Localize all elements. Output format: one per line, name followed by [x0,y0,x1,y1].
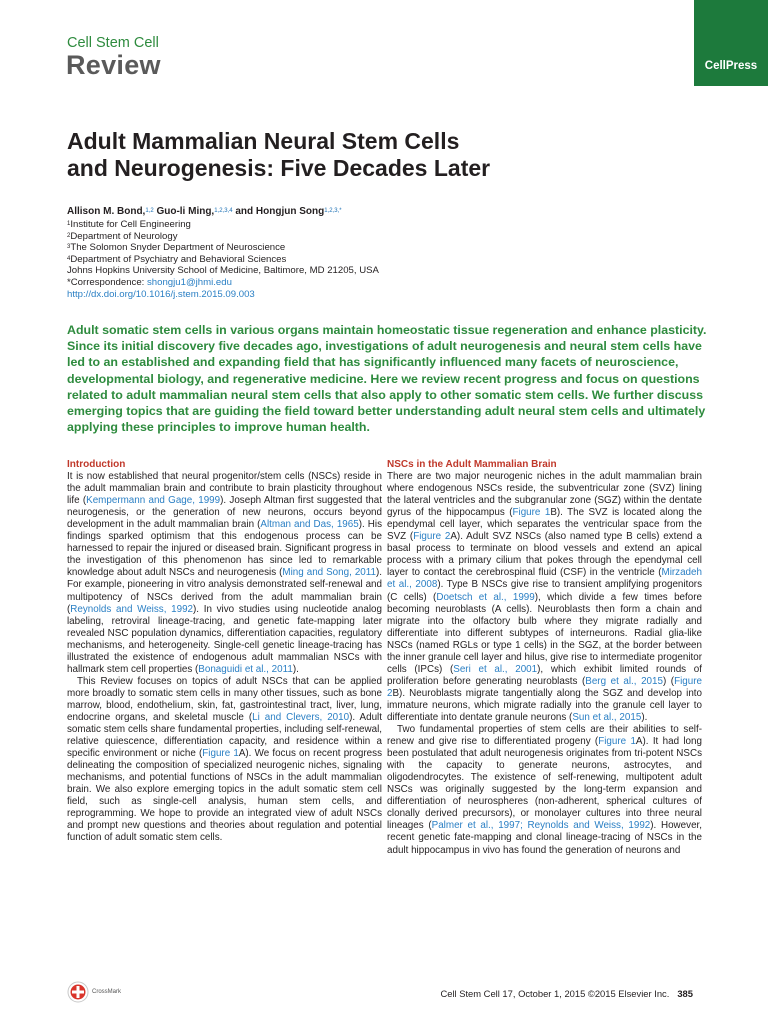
citation-link[interactable]: Figure 2 [387,675,702,699]
body-paragraph [67,676,382,845]
affiliation-line: $^3$The Solomon Snyder Department of Neuroscience [67,242,286,254]
email-link[interactable]: shongju1@jhmi.edu [147,276,232,288]
abstract: Adult somatic stem cells in various organs maintain homeostatic tissue regeneration and enhance plasticity. Since its initial discovery five decades ago, investigations of adult neurogenesis and neural stem cells have led to an established and expanding field that has significantly influenced many facets of neuroscience, developmental biology, and regenerative medicine. Here we review recent progress and focus on questions related to adult mammalian neural stem cells that also apply to other somatic stem cells. We further discuss emerging topics that are guiding the field toward better understanding adult neural stem cells and ultimately applying these principles to improve human health. [67,323,707,435]
body-text: ). His findings sparked optimism that this endogenous process can be harnessed to repair the injured or diseased brain. Significant progress in the investigation of this phenomenon has since led to remarkable knowledge about adult NSCs and neurogenesis ( [67,519,382,579]
title-line-1: Adult Mammalian Neural Stem Cells [67,128,460,154]
article-title [67,128,667,182]
citation-link[interactable]: Reynolds and Weiss, 1992 [70,603,194,615]
citation-link[interactable]: Sun et al., 2015 [572,711,642,723]
body-text: B). Neuroblasts migrate tangentially along the SGZ and develop into immature neurons, which migrate radially into the granule cell layer to differentiate into dentate granule neurons ( [387,687,702,723]
publisher-label: CellPress [704,60,758,72]
crossmark-icon[interactable] [67,981,89,1003]
author-affiliation-marker: 1,2,3,* [324,208,342,214]
section-heading-introduction: Introduction [67,459,126,470]
affiliations [67,219,379,300]
body-text: ). For example, pioneering in vitro analysis demonstrated self-renewal and multipotency of NSCs derived from the adult mammalian brain ( [67,567,382,615]
citation-link[interactable]: Doetsch et al., 1999 [436,591,535,603]
citation-link[interactable]: Seri et al., 2001 [453,663,538,675]
citation-link[interactable]: Figure 1 [202,748,239,760]
citation-link[interactable]: Figure 2 [413,531,451,543]
body-text: B). The SVZ is located along the ependymal cell layer, which separates the ventricular space from the SVZ ( [387,507,702,543]
body-text: A). We focus on recent progress delineating the composition of specialized neurogenic niches, signaling mechanisms, and potential functions of NSCs in the adult mammalian brain. We also explore emerging topics in the adult somatic stem cell field, such as single-cell analysis, human stem cells, and reprogramming. We hope to provide an integrated view of adult NSCs and prompt new questions and theories about regulation and potential function of adult somatic stem cells. [67,748,382,844]
author-list [67,205,342,219]
left-column [67,459,382,845]
body-text: A). Adult SVZ NSCs (also named type B cells) extend a basal process to terminate on blood vessels and extend an apical process with a primary cilium that pokes through the ependymal cell layer to contact the cerebrospinal fluid (CSF) in the ventricle ( [387,531,702,579]
body-text: There are two major neurogenic niches in the adult mammalian brain where endogenous NSCs reside, the subventricular zone (SVZ) lining the lateral ventricles and the subgranular zone (SGZ) within the dentate gyrus of the hippocampus ( [387,471,702,519]
body-paragraph [387,724,702,857]
citation-link[interactable]: Mirzadeh et al., 2008 [387,567,702,591]
body-text: ), which divide a few times before becoming neuroblasts (A cells). Neuroblasts then form a chain and migrate into the olfactory bulb where they migrate radially and differentiate into different subtypes of interneurons. Radial glia-like NSCs (named RGLs or type 1 cells) in the SGZ, at the border between the inner granule cell layer and hilus, give rise to intermediate progenitor cells (IPCs) ( [387,591,702,675]
author-affiliation-marker: 1,2 [145,208,154,214]
citation-link[interactable]: Kempermann and Gage, 1999 [86,495,221,507]
body-paragraph [387,471,702,724]
affiliation-line: $^2$Department of Neurology [67,230,178,242]
citation-link[interactable]: Berg et al., 2015 [585,675,663,687]
journal-name: Cell Stem Cell [67,35,159,51]
body-text: ). [292,663,299,675]
body-text: ) ( [662,675,675,687]
right-column [387,459,702,857]
section-heading-nscs: NSCs in the Adult Mammalian Brain [387,459,557,470]
body-text: This Review focuses on topics of adult NSCs that can be applied more broadly to somatic stem cells in many other tissues, such as bone marrow, blood, endothelium, skin, fat, gastrointestinal tract, liver, lung, endocrine organs, and skeletal muscle ( [67,675,382,723]
body-text: ). Joseph Altman first suggested that neurogenesis, or the generation of new neurons, occurs beyond development in the adult mammalian brain ( [67,495,382,531]
body-text: It is now established that neural progenitor/stem cells (NSCs) reside in the adult mammalian brain and contribute to brain plasticity throughout life ( [67,471,382,507]
body-paragraph [67,471,382,676]
body-text: ). Adult somatic stem cells share fundamental properties, including self-renewal, relative quiescence, differentiation capacity, and residence within a specific environment or niche ( [67,711,382,760]
citation-link[interactable]: Palmer et al., 1997; Reynolds and Weiss, 1992 [431,820,651,832]
citation-link[interactable]: Ming and Song, 2011 [282,567,376,579]
institution-address: Johns Hopkins University School of Medicine, Baltimore, MD 21205, USA [67,265,379,277]
body-text: ). Type B NSCs give rise to transient amplifying progenitors (C cells) ( [387,579,702,603]
author-name: Allison M. Bond, [67,206,146,217]
body-text: ), which exhibit limited rounds of proliferation before generating neuroblasts ( [387,663,703,687]
publisher-logo [694,0,768,86]
page-footer [440,988,693,999]
body-text: ). In vivo studies using nucleotide analog labeling, retroviral lineage-tracing, and genetic fate-mapping later revealed NSC population dynamics, differentiation capacities, regulatory mechanisms, and heterogeneity. Single-cell genetic lineage-tracing has illustrated the existence of endogenous adult mammalian NSCs with hallmark stem cell properties ( [67,603,382,675]
citation-link[interactable]: Altman and Das, 1965 [260,519,359,531]
body-text: ). [641,711,648,723]
citation-link[interactable]: Li and Clevers, 2010 [252,711,350,723]
author-name: and Hongjun Song [232,206,325,217]
author-name: Guo-li Ming, [153,206,215,217]
author-affiliation-marker: 1,2,3,4 [214,208,233,214]
doi-link[interactable]: http://dx.doi.org/10.1016/j.stem.2015.09.003 [67,288,255,300]
crossmark-label: CrossMark [92,989,122,995]
affiliation-line: $^4$Department of Psychiatry and Behavioral Sciences [67,253,287,265]
body-text: ). However, recent genetic fate-mapping and clonal lineage-tracing of NSCs in the adult hippocampus in vivo has found the generation of neurons and [387,820,703,856]
page-number: 385 [677,988,693,999]
footer-citation: Cell Stem Cell 17, October 1, 2015 ©2015 Elsevier Inc. [440,988,670,999]
section-label: Review [66,50,161,80]
affiliation-line: $^1$Institute for Cell Engineering [67,219,191,230]
citation-link[interactable]: Figure 1 [598,736,636,748]
title-line-2: and Neurogenesis: Five Decades Later [67,155,491,181]
correspondence: *Correspondence: shongju1@jhmi.edu [67,276,232,288]
body-text: Two fundamental properties of stem cells are their abilities to self-renew and give rise to differentiated progeny ( [387,724,702,748]
citation-link[interactable]: Bonaguidi et al., 2011 [198,663,293,675]
body-text: A). It had long been postulated that adult neurogenesis originates from tri-potent NSCs with the capacity to generate neurons, astrocytes, and oligodendrocytes. The existence of self-renewing, multipotent adult NSCs was originally suggested by the long-term expansion and differentiation of neurospheres (non-adherent, spherical cultures of clonally derived precursors), or monolayer cultures into three neural lineages ( [387,736,702,832]
citation-link[interactable]: Figure 1 [512,507,551,519]
